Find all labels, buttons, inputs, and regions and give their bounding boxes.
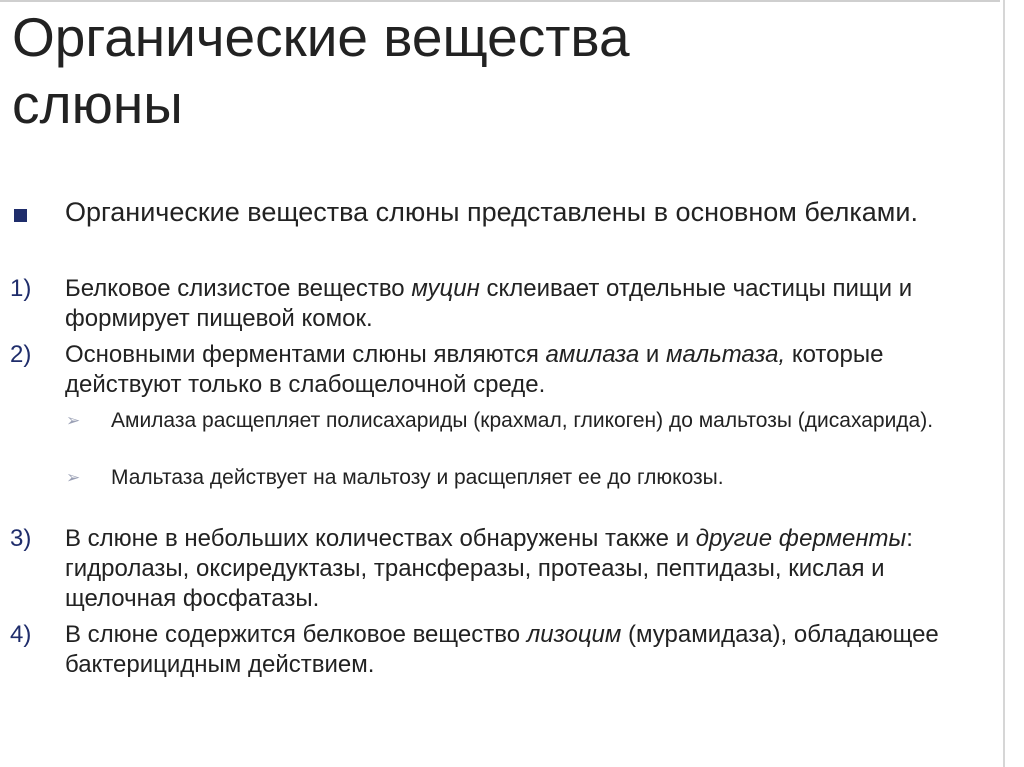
arrow-bullet-icon: ➢ <box>66 411 81 430</box>
emphasis-term: мальтаза, <box>666 341 786 368</box>
arrow-bullet-icon: ➢ <box>66 468 81 487</box>
list-marker: 1) <box>10 275 32 302</box>
square-bullet-icon <box>14 209 27 222</box>
sub-list-item-text: Мальтаза действует на мальтозу и расщепляет ее до глюкозы. <box>111 466 724 489</box>
list-item-text: Основными ферментами слюны являются амилаза и мальтаза, которые действуют только в слабощелочной среде. <box>65 341 884 398</box>
list-item-text: Белковое слизистое вещество муцин склеивает отдельные частицы пищи и формирует пищевой комок. <box>65 275 913 332</box>
top-rule <box>0 0 1000 2</box>
list-marker: 2) <box>10 341 32 368</box>
list-item-text: В слюне в небольших количествах обнаружены также и другие ферменты: гидролазы, оксиредуктазы, трансферазы, протеазы, пептидазы, кислая и щелочная фосфатазы. <box>65 525 913 612</box>
emphasis-term: муцин <box>411 275 480 302</box>
list-marker: 4) <box>10 621 32 648</box>
intro-text: Органические вещества слюны представлены в основном белками. <box>65 197 918 227</box>
list-marker: 3) <box>10 525 32 552</box>
title-line-2: слюны <box>12 73 183 135</box>
title-line-1: Органические вещества <box>12 6 630 68</box>
slide-title <box>12 4 972 138</box>
sub-list-item-text: Амилаза расщепляет полисахариды (крахмал, гликоген) до мальтозы (дисахарида). <box>111 409 934 432</box>
emphasis-term: лизоцим <box>526 621 622 648</box>
list-item-text: В слюне содержится белковое вещество лизоцим (мурамидаза), обладающее бактерицидным действием. <box>65 621 939 678</box>
emphasis-term: другие ферменты <box>695 525 907 552</box>
right-rule <box>1003 0 1005 767</box>
emphasis-term: амилаза <box>545 341 640 368</box>
